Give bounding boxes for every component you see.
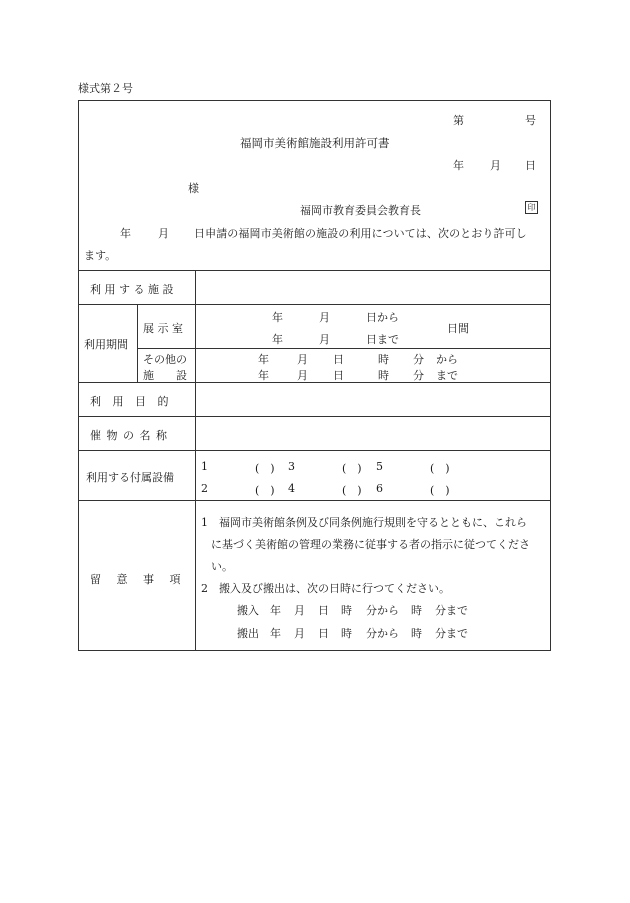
ex-end-day: 日まで bbox=[366, 333, 399, 346]
note-1-line-2: に基づく美術館の管理の業務に従事する者の指示に従つてくださ bbox=[211, 538, 530, 551]
seal-mark: 印 bbox=[525, 201, 538, 214]
period-label: 利用期間 bbox=[84, 338, 128, 351]
equip-paren-3: ( ) bbox=[342, 462, 362, 475]
ot-end-made: まで bbox=[436, 369, 458, 382]
ot-end-minute: 分 bbox=[413, 369, 424, 382]
row-divider bbox=[137, 348, 551, 349]
intro-line2: ます。 bbox=[84, 249, 117, 262]
ex-end-month: 月 bbox=[319, 333, 330, 346]
document-title: 福岡市美術館施設利用許可書 bbox=[240, 136, 390, 150]
equip-no-1: 1 bbox=[201, 460, 208, 473]
ot-start-hour: 時 bbox=[378, 353, 389, 366]
purpose-label: 利 用 目 的 bbox=[90, 395, 173, 408]
ot-end-day: 日 bbox=[333, 369, 344, 382]
row-divider bbox=[78, 450, 551, 451]
ot-start-year: 年 bbox=[258, 353, 269, 366]
date-day: 日 bbox=[525, 159, 536, 172]
carry-out-year: 年 bbox=[270, 627, 281, 640]
equip-paren-6: ( ) bbox=[430, 484, 450, 497]
carry-out-month: 月 bbox=[294, 627, 305, 640]
number-go: 号 bbox=[525, 114, 536, 127]
equip-no-4: 4 bbox=[288, 482, 295, 495]
issuer-name: 福岡市教育委員会教育長 bbox=[300, 204, 421, 217]
carry-out-label: 搬出 bbox=[237, 627, 259, 640]
other-facility-label-1: その他の bbox=[143, 353, 187, 366]
carry-out-minute-until: 分まで bbox=[435, 627, 468, 640]
carry-in-minute-until: 分まで bbox=[435, 604, 468, 617]
intro-year: 年 bbox=[120, 227, 131, 240]
ot-end-hour: 時 bbox=[378, 369, 389, 382]
equip-no-5: 5 bbox=[376, 460, 383, 473]
carry-out-hour-2: 時 bbox=[411, 627, 422, 640]
ot-end-month: 月 bbox=[297, 369, 308, 382]
equip-paren-2: ( ) bbox=[255, 484, 275, 497]
equipment-label: 利用する付属設備 bbox=[86, 471, 174, 484]
note-2-line-1: 2 搬入及び搬出は、次の日時に行つてください。 bbox=[201, 582, 450, 595]
equip-no-2: 2 bbox=[201, 482, 208, 495]
carry-in-day: 日 bbox=[318, 604, 329, 617]
ot-end-year: 年 bbox=[258, 369, 269, 382]
number-dai: 第 bbox=[453, 114, 464, 127]
form-number: 様式第２号 bbox=[78, 82, 133, 95]
equip-no-6: 6 bbox=[376, 482, 383, 495]
column-divider bbox=[137, 304, 138, 382]
days-label: 日間 bbox=[447, 322, 469, 335]
row-divider bbox=[78, 270, 551, 271]
carry-out-day: 日 bbox=[318, 627, 329, 640]
equip-no-3: 3 bbox=[288, 460, 295, 473]
carry-in-month: 月 bbox=[294, 604, 305, 617]
ex-start-year: 年 bbox=[272, 311, 283, 324]
intro-month: 月 bbox=[158, 227, 169, 240]
ex-start-day: 日から bbox=[366, 311, 399, 324]
ex-start-month: 月 bbox=[319, 311, 330, 324]
ot-start-minute: 分 bbox=[413, 353, 424, 366]
carry-in-year: 年 bbox=[270, 604, 281, 617]
equip-paren-1: ( ) bbox=[255, 462, 275, 475]
ex-end-year: 年 bbox=[272, 333, 283, 346]
row-divider bbox=[78, 500, 551, 501]
carry-in-hour-2: 時 bbox=[411, 604, 422, 617]
intro-line1: 日申請の福岡市美術館の施設の利用については、次のとおり許可し bbox=[194, 227, 527, 240]
other-facility-label-2: 施 設 bbox=[143, 369, 187, 382]
carry-out-hour: 時 bbox=[341, 627, 352, 640]
notes-label: 留 意 事 項 bbox=[90, 573, 187, 586]
facility-label: 利 用 す る 施 設 bbox=[90, 283, 174, 296]
date-year: 年 bbox=[453, 159, 464, 172]
equip-paren-4: ( ) bbox=[342, 484, 362, 497]
row-divider bbox=[78, 304, 551, 305]
ot-start-month: 月 bbox=[297, 353, 308, 366]
carry-in-hour: 時 bbox=[341, 604, 352, 617]
ot-start-day: 日 bbox=[333, 353, 344, 366]
note-1-line-3: い。 bbox=[211, 560, 233, 573]
carry-out-minute-from: 分から bbox=[366, 627, 399, 640]
exhibition-label: 展 示 室 bbox=[143, 322, 183, 335]
ot-start-kara: から bbox=[436, 353, 458, 366]
carry-in-minute-from: 分から bbox=[366, 604, 399, 617]
equip-paren-5: ( ) bbox=[430, 462, 450, 475]
note-1-line-1: 1 福岡市美術館条例及び同条例施行規則を守るとともに、これら bbox=[201, 516, 527, 529]
column-divider bbox=[195, 270, 196, 651]
row-divider bbox=[78, 416, 551, 417]
recipient-sama: 様 bbox=[188, 182, 199, 195]
carry-in-label: 搬入 bbox=[237, 604, 259, 617]
date-month: 月 bbox=[490, 159, 501, 172]
event-name-label: 催 物 の 名 称 bbox=[90, 429, 168, 442]
